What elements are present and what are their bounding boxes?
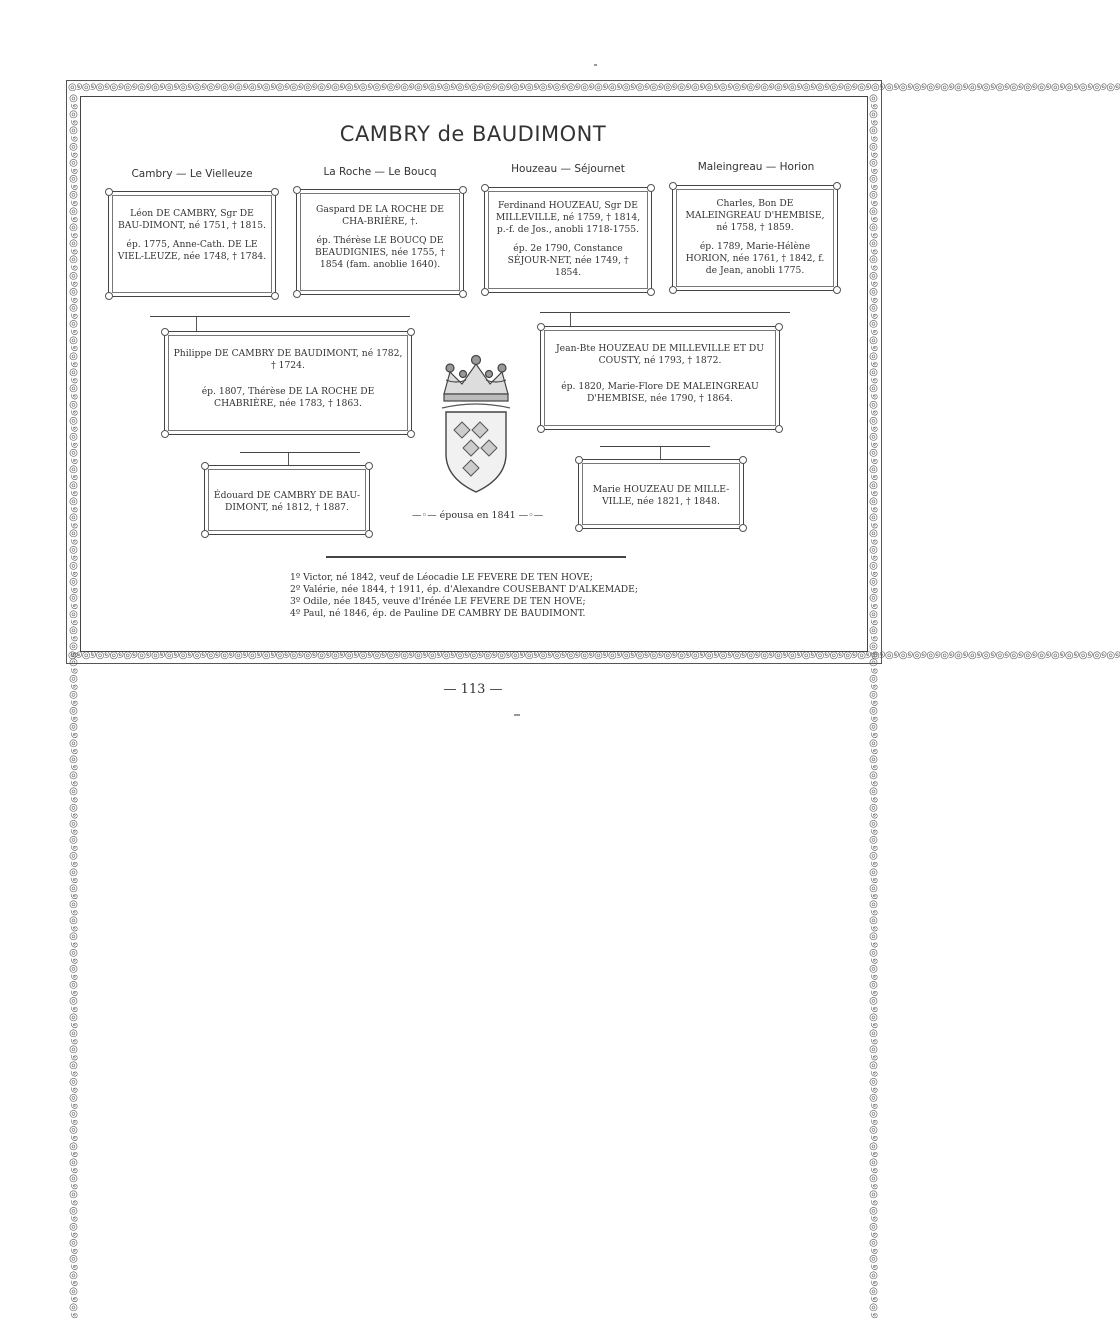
- children-list: [290, 572, 638, 620]
- child-entry: 2º Valérie, née 1844, † 1911, ép. d'Alexandre COUSEBANT D'ALKEMADE;: [290, 584, 638, 595]
- coat-of-arms-icon: [436, 350, 516, 496]
- box-charles-de-maleingreau: [672, 185, 838, 291]
- box-text-line: Gaspard DE LA ROCHE DE CHA-BRIÈRE, †.: [316, 204, 444, 227]
- box-text: [587, 484, 735, 515]
- box-corner-ornament: [105, 188, 113, 196]
- column-head-cambry: Cambry — Le Vielleuze: [131, 168, 253, 180]
- box-corner-ornament: [365, 462, 373, 470]
- box-text-line: Édouard DE CAMBRY DE BAU-DIMONT, né 1812, † 1887.: [213, 490, 361, 513]
- box-corner-ornament: [161, 328, 169, 336]
- box-corner-ornament: [407, 430, 415, 438]
- box-text-line: Léon DE CAMBRY, Sgr DE BAU-DIMONT, né 1751, † 1815.: [118, 208, 266, 231]
- ornament-top: ◎୭◎୭◎୭◎୭◎୭◎୭◎୭◎୭◎୭◎୭◎୭◎୭◎୭◎୭◎୭◎୭◎୭◎୭◎୭◎୭◎୭◎୭◎୭◎୭◎୭◎୭◎୭◎୭◎୭◎୭◎୭◎୭◎୭◎୭◎୭◎୭◎୭◎୭◎୭◎୭◎୭◎୭◎୭◎୭◎୭◎୭◎୭◎୭◎୭◎୭◎୭◎୭◎୭◎୭◎୭◎୭◎୭◎୭◎୭◎୭◎୭◎୭◎୭◎୭◎୭◎୭◎୭◎୭◎୭◎୭◎୭◎୭◎୭◎୭◎୭◎୭: [68, 82, 1120, 93]
- box-corner-ornament: [293, 186, 301, 194]
- box-text: [173, 348, 403, 417]
- box-leon-de-cambry: [108, 191, 276, 297]
- box-corner-ornament: [739, 524, 747, 532]
- box-text: [213, 490, 361, 521]
- box-corner-ornament: [459, 186, 467, 194]
- column-head-la-roche: La Roche — Le Boucq: [323, 166, 437, 178]
- box-corner-ornament: [161, 430, 169, 438]
- box-corner-ornament: [575, 456, 583, 464]
- box-corner-ornament: [407, 328, 415, 336]
- box-text-line: Marie HOUZEAU DE MILLE-VILLE, née 1821, † 1848.: [592, 484, 730, 507]
- box-corner-ornament: [537, 425, 545, 433]
- column-head-maleingreau: Maleingreau — Horion: [697, 161, 815, 173]
- scan-speck: [514, 714, 520, 716]
- box-corner-ornament: [833, 286, 841, 294]
- box-text-line: ép. 1820, Marie-Flore DE MALEINGREAU D'HEMBISE, née 1790, † 1864.: [561, 381, 759, 404]
- child-entry: 3º Odile, née 1845, veuve d'Irénée LE FEVERE DE TEN HOVE;: [290, 596, 586, 607]
- box-ferdinand-houzeau: [484, 187, 652, 293]
- box-text-line: Philippe DE CAMBRY DE BAUDIMONT, né 1782, † 1724.: [173, 348, 403, 371]
- box-corner-ornament: [293, 290, 301, 298]
- box-corner-ornament: [669, 182, 677, 190]
- box-corner-ornament: [739, 456, 747, 464]
- box-corner-ornament: [775, 323, 783, 331]
- column-head-houzeau: Houzeau — Séjournet: [511, 163, 625, 175]
- box-corner-ornament: [459, 290, 467, 298]
- page-title: CAMBRY de BAUDIMONT: [339, 122, 607, 146]
- box-corner-ornament: [669, 286, 677, 294]
- box-text-line: Charles, Bon DE MALEINGREAU D'HEMBISE, né 1758, † 1859.: [685, 198, 825, 233]
- box-text-line: ép. 1807, Thérèse DE LA ROCHE DE CHABRIÈRE, née 1783, † 1863.: [201, 386, 375, 409]
- box-corner-ornament: [365, 530, 373, 538]
- box-text-line: Ferdinand HOUZEAU, Sgr DE MILLEVILLE, né 1759, † 1814, p.-f. de Jos., anobli 1718-1755.: [495, 200, 641, 235]
- box-corner-ornament: [833, 182, 841, 190]
- box-philippe-de-cambry: [164, 331, 412, 435]
- box-text-line: ép. 1775, Anne-Cath. DE LE VIEL-LEUZE, née 1748, † 1784.: [117, 239, 267, 262]
- connector-philippe: [240, 452, 360, 453]
- connector-jean-bte: [600, 446, 710, 447]
- box-corner-ornament: [105, 292, 113, 300]
- box-text-line: Jean-Bte HOUZEAU DE MILLEVILLE ET DU COUSTY, né 1793, † 1872.: [556, 343, 764, 366]
- connector-drop-left: [196, 317, 197, 331]
- connector-drop-edouard: [288, 453, 289, 465]
- box-corner-ornament: [201, 530, 209, 538]
- connector-drop-right: [570, 313, 571, 327]
- connector-houzeau-maleingreau: [540, 312, 790, 313]
- box-gaspard-de-la-roche: [296, 189, 464, 295]
- box-marie-houzeau: [578, 459, 744, 529]
- marriage-note: —◦— épousa en 1841 —◦—: [412, 510, 544, 521]
- children-divider: [326, 556, 626, 558]
- box-text: [681, 198, 829, 284]
- box-corner-ornament: [271, 188, 279, 196]
- box-text: [117, 208, 267, 270]
- ornament-left: ◎୭◎୭◎୭◎୭◎୭◎୭◎୭◎୭◎୭◎୭◎୭◎୭◎୭◎୭◎୭◎୭◎୭◎୭◎୭◎୭◎୭◎୭◎୭◎୭◎୭◎୭◎୭◎୭◎୭◎୭◎୭◎୭◎୭◎୭◎୭◎୭◎୭◎୭◎୭◎୭◎୭◎୭◎୭◎୭◎୭◎୭◎୭◎୭◎୭◎୭◎୭◎୭◎୭◎୭◎୭◎୭◎୭◎୭◎୭◎୭◎୭◎୭◎୭◎୭◎୭◎୭◎୭◎୭◎୭◎୭◎୭◎୭◎୭◎୭◎୭◎୭: [68, 93, 79, 1318]
- ornament-right: ◎୭◎୭◎୭◎୭◎୭◎୭◎୭◎୭◎୭◎୭◎୭◎୭◎୭◎୭◎୭◎୭◎୭◎୭◎୭◎୭◎୭◎୭◎୭◎୭◎୭◎୭◎୭◎୭◎୭◎୭◎୭◎୭◎୭◎୭◎୭◎୭◎୭◎୭◎୭◎୭◎୭◎୭◎୭◎୭◎୭◎୭◎୭◎୭◎୭◎୭◎୭◎୭◎୭◎୭◎୭◎୭◎୭◎୭◎୭◎୭◎୭◎୭◎୭◎୭◎୭◎୭◎୭◎୭◎୭◎୭◎୭◎୭◎୭◎୭◎୭◎୭: [868, 93, 879, 1318]
- box-corner-ornament: [647, 184, 655, 192]
- ornament-bottom: ◎୭◎୭◎୭◎୭◎୭◎୭◎୭◎୭◎୭◎୭◎୭◎୭◎୭◎୭◎୭◎୭◎୭◎୭◎୭◎୭◎୭◎୭◎୭◎୭◎୭◎୭◎୭◎୭◎୭◎୭◎୭◎୭◎୭◎୭◎୭◎୭◎୭◎୭◎୭◎୭◎୭◎୭◎୭◎୭◎୭◎୭◎୭◎୭◎୭◎୭◎୭◎୭◎୭◎୭◎୭◎୭◎୭◎୭◎୭◎୭◎୭◎୭◎୭◎୭◎୭◎୭◎୭◎୭◎୭◎୭◎୭◎୭◎୭◎୭◎୭◎୭: [68, 650, 1120, 661]
- box-text-line: ép. 1789, Marie-Hélène HORION, née 1761, † 1842, f. de Jean, anobli 1775.: [685, 241, 825, 276]
- box-corner-ornament: [647, 288, 655, 296]
- box-corner-ornament: [481, 184, 489, 192]
- box-corner-ornament: [201, 462, 209, 470]
- connector-drop-marie: [660, 447, 661, 459]
- box-text: [305, 204, 455, 278]
- child-entry: 1º Victor, né 1842, veuf de Léocadie LE FEVERE DE TEN HOVE;: [290, 572, 593, 583]
- page-number: — 113 —: [443, 682, 503, 697]
- box-text: [549, 343, 771, 412]
- box-corner-ornament: [271, 292, 279, 300]
- box-corner-ornament: [575, 524, 583, 532]
- box-text-line: ép. Thérèse LE BOUCQ DE BEAUDIGNIES, née 1755, † 1854 (fam. anoblie 1640).: [315, 235, 445, 270]
- box-jean-bte-houzeau: [540, 326, 780, 430]
- box-corner-ornament: [537, 323, 545, 331]
- box-text-line: ép. 2e 1790, Constance SÉJOUR-NET, née 1749, † 1854.: [507, 243, 629, 278]
- child-entry: 4º Paul, né 1846, ép. de Pauline DE CAMBRY DE BAUDIMONT.: [290, 608, 586, 619]
- box-text: [493, 200, 643, 286]
- connector-cambry-la-roche: [150, 316, 410, 317]
- scan-speck: [594, 64, 597, 66]
- box-corner-ornament: [481, 288, 489, 296]
- box-corner-ornament: [775, 425, 783, 433]
- box-edouard-de-cambry: [204, 465, 370, 535]
